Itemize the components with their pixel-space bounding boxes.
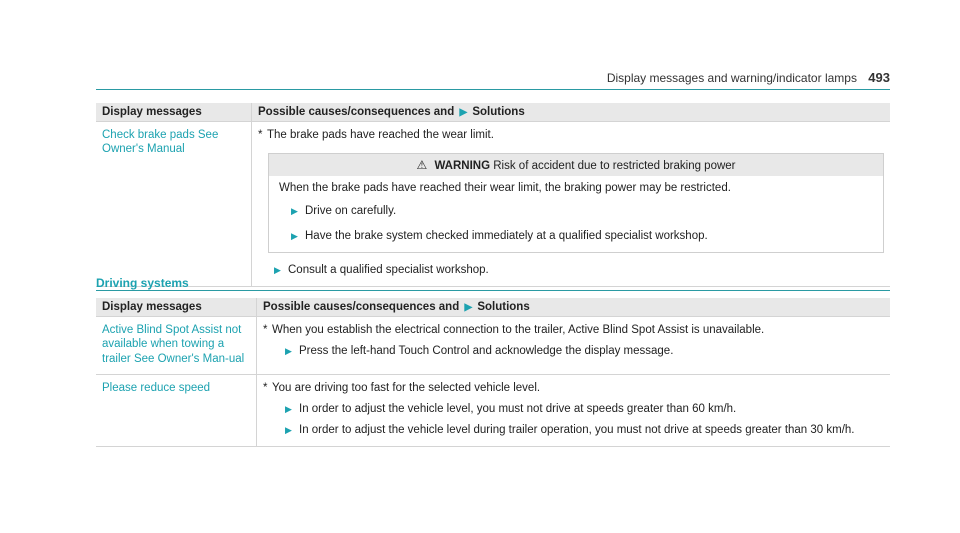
arrow-right-icon: ▶ [285,425,292,435]
arrow-right-icon: ▶ [285,404,292,415]
warning-title: Risk of accident due to restricted braking power [493,159,736,172]
arrow-right-icon: ▶ [291,230,298,241]
warning-step: Have the brake system checked immediately at a qualified specialist workshop. [305,229,708,242]
display-message: Please reduce speed [102,382,211,395]
solution-step: In order to adjust the vehicle level during trailer operation, you must not drive at speeds greater than 30 km/h. [299,424,855,436]
warning-label: WARNING [434,159,491,172]
page-number: 493 [868,70,890,85]
column-header-causes: Possible causes/consequences and ▶ Solutions [257,298,891,317]
column-header-causes: Possible causes/consequences and ▶ Solutions [252,103,891,122]
cause-text: The brake pads have reached the wear limit. [267,129,494,141]
warning-triangle-icon: ⚠ [416,157,428,172]
table-row: Active Blind Spot Assist not available when towing a trailer See Owner's Man-ual * When you establish the electrical connection to the trailer, Active Blind Spot Assist is unavailable. ▶ Press the left-hand Touch Control and acknowledge the display message. [96,317,890,375]
warning-box [268,153,884,253]
arrow-right-icon: ▶ [464,302,473,313]
column-header-messages: Display messages [96,298,257,317]
cause-text: When you establish the electrical connection to the trailer, Active Blind Spot Assist is unavailable. [272,324,765,336]
arrow-right-icon: ▶ [274,264,281,275]
messages-table-brakes [96,103,890,287]
header-rule [96,89,890,90]
solution-step: In order to adjust the vehicle level, you must not drive at speeds greater than 60 km/h. [299,403,737,416]
warning-step: Drive on carefully. [305,204,397,217]
solution-step: Press the left-hand Touch Control and acknowledge the display message. [299,344,674,357]
messages-table-driving-systems [96,298,890,447]
section-title: Driving systems [96,276,189,290]
table-row: Please reduce speed * You are driving too fast for the selected vehicle level. ▶ In order to adjust the vehicle level, you must not drive at speeds greater than 60 km/h. ▶ In order to adjust the vehicle level during trailer operation, you must not drive at speeds greater than 30 km/h. [96,375,890,447]
table-row: Check brake pads See Owner's Manual * The brake pads have reached the wear limit. ⚠ WARNING Risk of accident due to restricted braking power When the brake pads have reached their wear limit, the braking power may be restricted. ▶ Drive on carefully. ▶ Have the brake system checked immediately at a qualified specialist workshop. ▶ Consult a qualified specialist workshop. [96,122,890,287]
arrow-right-icon: ▶ [285,345,292,356]
solution-step: Consult a qualified specialist workshop. [288,263,489,276]
section-rule [96,290,890,291]
column-header-messages: Display messages [96,103,252,122]
arrow-right-icon: ▶ [291,205,298,216]
arrow-right-icon: ▶ [459,107,468,118]
warning-text: When the brake pads have reached their wear limit, the braking power may be restricted. [279,181,731,194]
cause-text: You are driving too fast for the selected vehicle level. [272,382,541,395]
page-header [96,70,890,85]
header-title: Display messages and warning/indicator lamps [606,71,857,85]
display-message: Check brake pads See Owner's Manual [102,129,219,156]
display-message: Active Blind Spot Assist not available when towing a trailer See Owner's Man-ual [102,324,245,365]
